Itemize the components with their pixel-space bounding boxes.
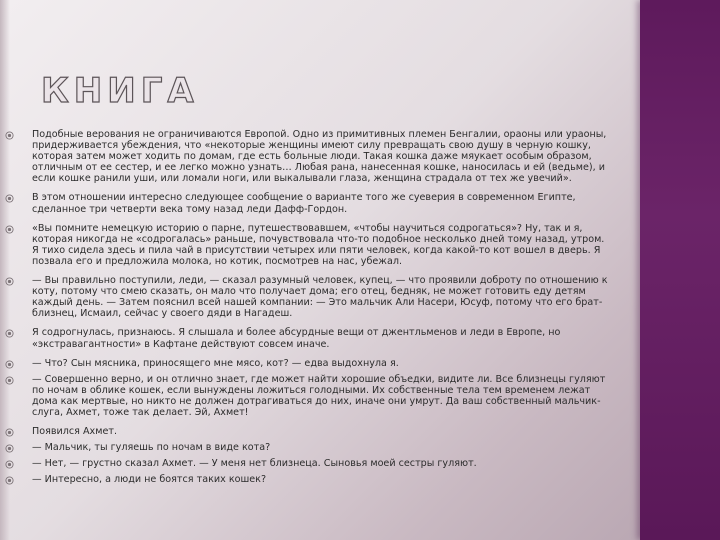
list-item	[24, 192, 609, 214]
list-item	[24, 129, 609, 184]
decorative-side-band	[640, 0, 720, 540]
list-item-text: — Вы правильно поступили, леди, — сказал разумный человек, купец, — что проявили доброту по отношению к коту, потому что смею сказать, он мало что получает дома; его отец, бедняк, не может готовить еду детям каждый день. — Затем пояснил всей нашей компании: — Это мальчик Али Насери, Юсуф, потому что его брат-близнец, Исмаил, сейчас у своего дяди в Нагадеш.	[32, 275, 608, 320]
target-bullet-icon	[5, 277, 14, 286]
target-bullet-icon	[5, 476, 14, 485]
target-bullet-icon	[5, 225, 14, 234]
list-item-text: Подобные верования не ограничиваются Европой. Одно из примитивных племен Бенгалии, ораоны или ураоны, придерживается убеждения, что «некоторые женщины имеют силу превращать свою душу в черную кошку, которая затем может ходить по домам, где есть больные люди. Такая кошка даже мяукает особым образом, отличным от ее сестер, и ее легко можно узнать… Любая рана, нанесенная кошке, наносилась и ей (ведьме), и если кошке ранили уши, или ломали ноги, или выкалывали глаза, женщина страдала от тех же увечий».	[32, 129, 607, 185]
list-item-text: В этом отношении интересно следующее сообщение о варианте того же суеверия в современном Египте, сделанное три четверти века тому назад леди Дафф-Гордон.	[32, 192, 576, 215]
target-bullet-icon	[5, 131, 14, 140]
list-item-text: — Нет, — грустно сказал Ахмет. — У меня нет близнеца. Сыновья моей сестры гуляют.	[32, 458, 477, 470]
list-item-text: — Интересно, а люди не боятся таких кошек?	[32, 474, 267, 486]
slide-left-edge	[0, 0, 10, 540]
target-bullet-icon	[5, 376, 14, 385]
list-item-text: — Что? Сын мясника, приносящего мне мясо, кот? — едва выдохнула я.	[32, 357, 399, 369]
target-bullet-icon	[5, 460, 14, 469]
list-item	[24, 275, 609, 319]
list-item-text: — Совершенно верно, и он отлично знает, где может найти хорошие объедки, видите ли. Все близнецы гуляют по ночам в облике кошек, если вынуждены ложиться голодными. Их собственные тела тем временем лежат дома как мертвые, но никто не должен дотрагиваться до них, иначе они умрут. Да ваш собственный мальчик-слуга, Ахмет, тоже так делает. Эй, Ахмет!	[32, 373, 606, 418]
list-item-text: Я содрогнулась, признаюсь. Я слышала и более абсурдные вещи от джентльменов и леди в Европе, но «экстравагантности» в Кафтане действуют совсем иначе.	[32, 327, 561, 350]
list-item-text: Появился Ахмет.	[32, 426, 117, 438]
target-bullet-icon	[5, 329, 14, 338]
target-bullet-icon	[5, 360, 14, 369]
bullet-list	[24, 129, 609, 490]
list-item	[24, 358, 609, 369]
list-item	[24, 442, 609, 453]
list-item	[24, 474, 609, 485]
list-item	[24, 374, 609, 418]
target-bullet-icon	[5, 194, 14, 203]
list-item	[24, 426, 609, 437]
target-bullet-icon	[5, 428, 14, 437]
list-item-text: — Мальчик, ты гуляешь по ночам в виде кота?	[32, 442, 271, 454]
list-item	[24, 223, 609, 267]
target-bullet-icon	[5, 444, 14, 453]
slide-title: КНИГА	[41, 71, 199, 111]
list-item	[24, 327, 609, 349]
list-item	[24, 458, 609, 469]
list-item-text: «Вы помните немецкую историю о парне, путешествовавшем, «чтобы научиться содрогаться»? Ну, так и я, которая никогда не «содрогалась» раньше, почувствовала что-то подобное несколько дней тому назад, утром. Я тихо сидела здесь и пила чай в присутствии четырех или пяти человек, когда какой-то кот вошел в дверь. Я позвала его и предложила молока, но котик, посмотрев на нас, убежал.	[32, 222, 605, 267]
